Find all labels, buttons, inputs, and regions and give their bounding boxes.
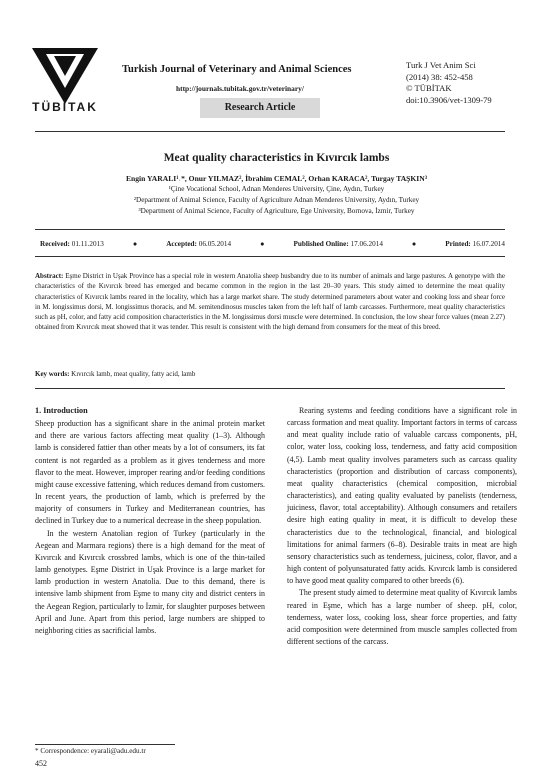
body-column-right xyxy=(287,405,517,648)
logo-text: TÜBİTAK xyxy=(32,100,98,114)
paragraph: Rearing systems and feeding conditions have a significant role in carcass formation and meat quality. Important factors in terms of carcass and meat quality include ratio of valuable carcass components, pH, color, water loss, cooking loss, tenderness, and fatty acid composition (4,5). Lamb meat quality involves parameters such as carcass quality characteristics (proportion and distribution of carcass components), meat quality characteristics (chemical composition, microbial characteristics), and eating quality evaluated by panelists (tenderness, juiciness, flavor, total acceptability). Although consumers and retailers desire high eating quality in meat, it is difficult to develop these characteristics due to the technological, financial, and biological limitations for animal farmers (6–8). Desirable traits in meat are high sensory characteristics such as tenderness, juiciness, color, flavor, and a high content of polyunsaturated fatty acids. Kıvırcık lamb is considered to have good meat quality compared to other breeds (6). xyxy=(287,406,517,586)
publication-dates xyxy=(40,240,505,248)
citation-block xyxy=(406,60,492,106)
date-accepted: Accepted: 06.05.2014 xyxy=(166,240,232,248)
paragraph: In the western Anatolian region of Turkey (particularly in the Aegean and Marmara regions) there is a high demand for the meat of Kıvırcık and Kıvırcık crossbred lambs, which is one of the thin-tailed lamb genotypes. Eşme District in Uşak Province is a large market for lamb production in western Anatolia. Due to this demand, there is intensive lamb shipment from Eşme to many city and district centers in the Aegean Region, particularly to İzmir, for slaughter purposes between April and June. Apart from this period, large numbers are shipped to neighboring cities as sacrificial lambs. xyxy=(35,528,265,635)
date-separator: ● xyxy=(260,240,265,248)
footnote-divider xyxy=(35,744,175,745)
citation-line: Turk J Vet Anim Sci xyxy=(406,60,476,70)
abstract-divider xyxy=(35,388,505,389)
affiliation: ¹Çine Vocational School, Adnan Menderes University, Çine, Aydın, Turkey xyxy=(168,185,385,193)
abstract xyxy=(35,271,505,333)
article-title: Meat quality characteristics in Kıvırcık lambs xyxy=(163,152,390,164)
citation-line: © TÜBİTAK xyxy=(406,83,452,94)
abstract-text: Eşme District in Uşak Province has a special role in western Anatolia sheep husbandry due to its number of animals and large pastures. A genotype with the characteristics of the Kıvırcık breed has emerged and became common in the region in the last 20–30 years. This study aimed to determine the meat quality characteristics of Kıvırcık lambs reared in the locality, which has a large market share. The study determined parameters about water and cooking loss and shear force in M. longissimus dorsi, M. longissimus thoracis, and M. semitendinosus muscles taken from the left half of lamb carcasses. Furthermore, meat quality characteristics such as pH, color, and fatty acid composition characteristics in the M. longissimus dorsi muscle were determined. In conclusion, the low shear force values (mean 2.27) obtained from Kıvırcık meat showed that it was tender. This result is consistent with the high demand from consumers for the meat of this breed. xyxy=(35,272,506,332)
keywords-text: Kıvırcık lamb, meat quality, fatty acid, lamb xyxy=(71,370,196,378)
affiliation: ²Department of Animal Science, Faculty of Agriculture Adnan Menderes University, Aydın, Turkey xyxy=(133,196,420,204)
date-received: Received: 01.11.2013 xyxy=(40,240,104,248)
dates-bottom-divider xyxy=(35,256,505,257)
dates-top-divider xyxy=(35,229,505,230)
author-list: Engin YARALI¹˒*, Onur YILMAZ², İbrahim CEMAL², Orhan KARACA², Turgay TAŞKIN³ xyxy=(125,174,428,183)
paragraph: Sheep production has a significant share in the animal protein market and there are various factors affecting meat quality (1–3). Although lamb is considered fattier than other meats by a lot of consumers, its fat content is not regarded as a problem as it gives tenderness and more flavor to the meat. However, improper rearing and/or feeding conditions might cause excessive fattening, which reduces demand from customers. In recent years, the production of lamb, which is preferred by the majority of consumers in Turkey and Mediterranean countries, has declined in Turkey due to a numerical decrease in the sheep population. xyxy=(35,419,265,526)
affiliation: ³Department of Animal Science, Faculty of Agriculture, Ege University, Bornova, İzmir, Turkey xyxy=(138,207,415,215)
date-published-online: Published Online: 17.06.2014 xyxy=(293,240,383,248)
paragraph: The present study aimed to determine meat quality of Kıvırcık lambs reared in Eşme, which has a large number of sheep. pH, color, tenderness, water loss, cooking loss, shear force properties, and fatty acid composition were determined from muscle samples collected from different sections of the carcass. xyxy=(287,588,517,646)
body-column-left xyxy=(35,405,265,637)
citation-line: (2014) 38: 452-458 xyxy=(406,71,473,82)
doi-line[interactable]: doi:10.3906/vet-1309-79 xyxy=(406,94,492,105)
journal-url[interactable]: http://journals.tubitak.gov.tr/veterinary/ xyxy=(176,84,304,93)
correspondence-footnote: * Correspondence: eyarali@adu.edu.tr xyxy=(35,747,146,755)
header-divider xyxy=(35,131,505,132)
section-heading: 1. Introduction xyxy=(35,406,88,415)
keywords-label: Key words: xyxy=(35,370,70,378)
journal-name: Turkish Journal of Veterinary and Animal Sciences xyxy=(122,64,352,75)
date-separator: ● xyxy=(411,240,417,248)
date-printed: Printed: 16.07.2014 xyxy=(445,240,505,248)
abstract-label: Abstract: xyxy=(35,272,64,280)
date-separator: ● xyxy=(132,240,138,248)
article-type-badge: Research Article xyxy=(200,98,320,118)
page-number: 452 xyxy=(35,759,47,768)
keywords xyxy=(35,370,505,378)
